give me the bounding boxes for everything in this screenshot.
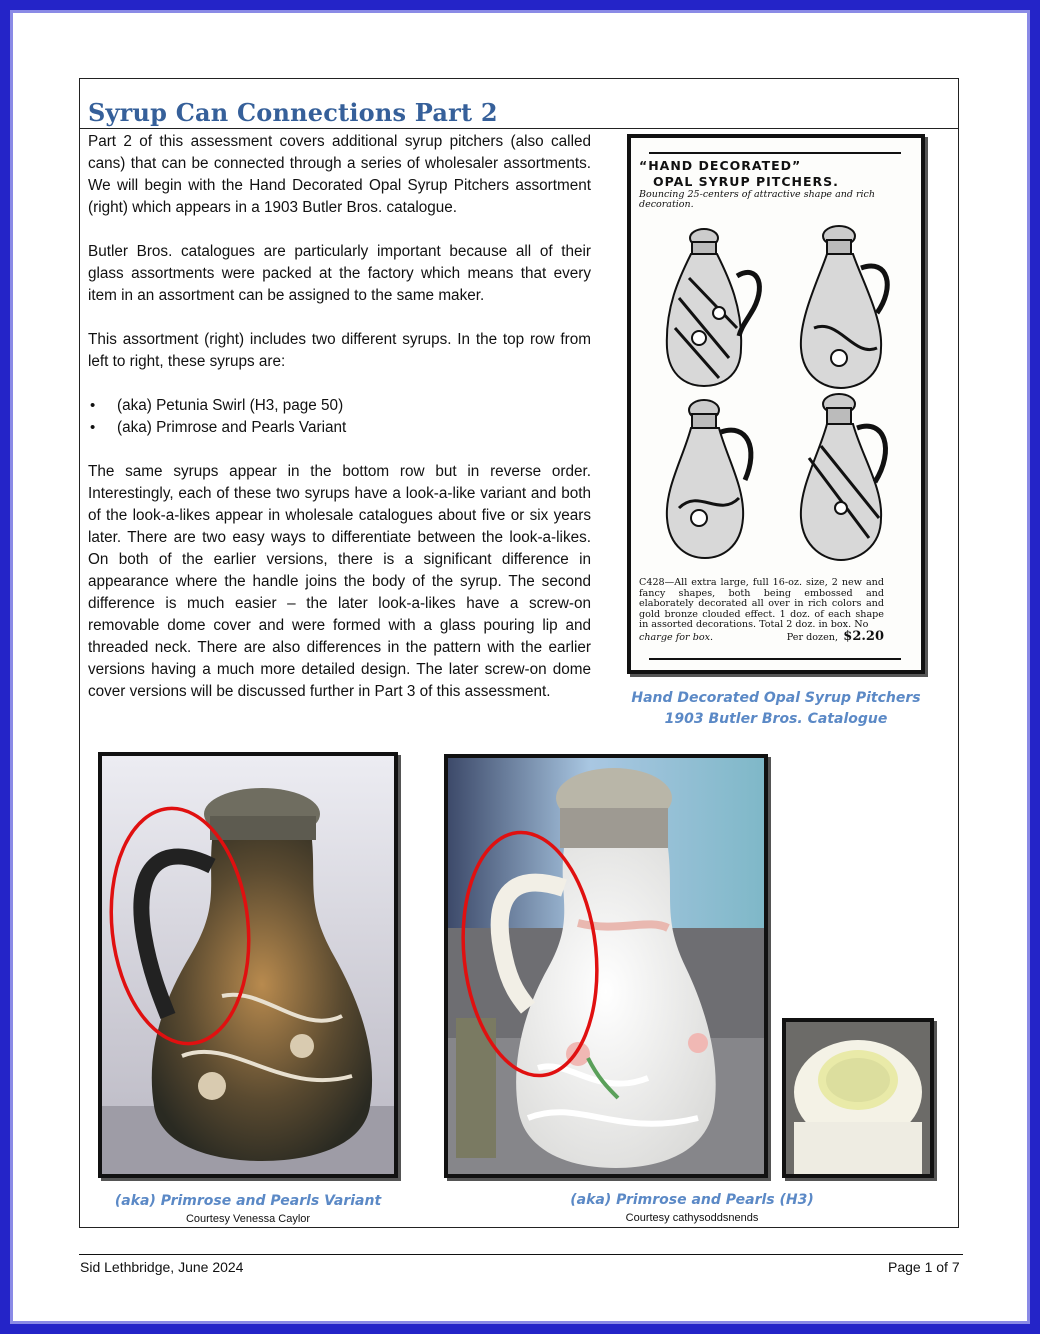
syrup-list [88,395,591,439]
catalogue-ad-price: $2.20 [843,629,884,644]
pitcher-illustration-icon [667,229,760,386]
syrup-pitcher-illustrations [649,218,901,573]
title-divider [79,128,959,129]
footer-page-number: Page 1 of 7 [888,1259,960,1275]
pitcher-illustration-icon [801,394,886,560]
pitcher-illustration-icon [801,226,887,388]
article-body [88,131,591,703]
catalogue-ad-per-dozen: Per dozen, [786,632,838,643]
footer-divider [79,1254,963,1255]
photo-primrose-pearls [444,754,768,1178]
photo2-caption: (aka) Primrose and Pearls (H3) [570,1192,814,1208]
catalogue-ad-price-row [639,629,884,644]
catalogue-caption-line1: Hand Decorated Opal Syrup Pitchers [631,690,921,706]
catalogue-ad-tagline: Bouncing 25-centers of attractive shape and rich decoration. [639,189,875,210]
photo1-caption: (aka) Primrose and Pearls Variant [114,1193,382,1209]
photo2-credit: Courtesy cathysoddsnends [625,1212,759,1224]
catalogue-ad-subheading: OPAL SYRUP PITCHERS. [653,174,839,189]
dark-syrup-pitcher-icon [102,756,394,1174]
page-title: Syrup Can Connections Part 2 [88,98,498,127]
catalogue-caption [627,688,925,730]
syrup-neck-opening-icon [786,1022,930,1174]
paragraph-look-a-likes: The same syrups appear in the bottom row but in reverse order. Interestingly, each of these two syrups have a look-a-like variant and both of the look-a-likes appear in wholesale catalogues about five or six years later. There are two easy ways to differentiate between the look-a-likes. On both of the earlier versions, there is a significant difference in appearance where the handle joins the body of the syrup. The second difference is much easier – the later look-a-likes have a screw-on removable dome cover and were formed with a glass pouring lip and threaded neck. There are also differences in the pattern with the earlier versions having a much more detailed design. The later screw-on dome cover versions will be discussed further in Part 3 of this assessment. [88,463,591,700]
pitcher-illustration-icon [667,400,751,558]
paragraph-intro: Part 2 of this assessment covers additional syrup pitchers (also called cans) that can be connected through a series of wholesaler assortments. We will begin with the Hand Decorated Opal Syrup Pitchers assortment (right) which appears in a 1903 Butler Bros. catalogue. [88,133,591,216]
catalogue-ad-image [627,134,925,674]
photo1-credit: Courtesy Venessa Caylor [185,1213,311,1225]
catalogue-caption-line2: 1903 Butler Bros. Catalogue [664,711,888,727]
paragraph-assortment: This assortment (right) includes two different syrups. In the top row from left to right, these syrups are: [88,331,591,370]
list-item: • (aka) Petunia Swirl (H3, page 50) [88,395,591,417]
list-item: • (aka) Primrose and Pearls Variant [88,417,591,439]
white-syrup-pitcher-icon [448,758,764,1174]
catalogue-ad-charge: charge for box. [639,632,714,643]
footer-author-date: Sid Lethbridge, June 2024 [80,1259,244,1275]
catalogue-ad-heading: “HAND DECORATED” [639,158,802,173]
photo-syrup-opening [782,1018,934,1178]
paragraph-butler-bros: Butler Bros. catalogues are particularly important because all of their glass assortments were packed at the factory which means that every item in an assortment can be assigned to the same maker. [88,243,591,304]
catalogue-ad-description: C428—All extra large, full 16-oz. size, 2 new and fancy shapes, both being embossed and elaborately decorated all over in rich colors and gold bronze clouded effect. 1 doz. of each shape in assorted decorations. Total 2 doz. in box. No [639,577,884,630]
photo-primrose-variant [98,752,398,1178]
